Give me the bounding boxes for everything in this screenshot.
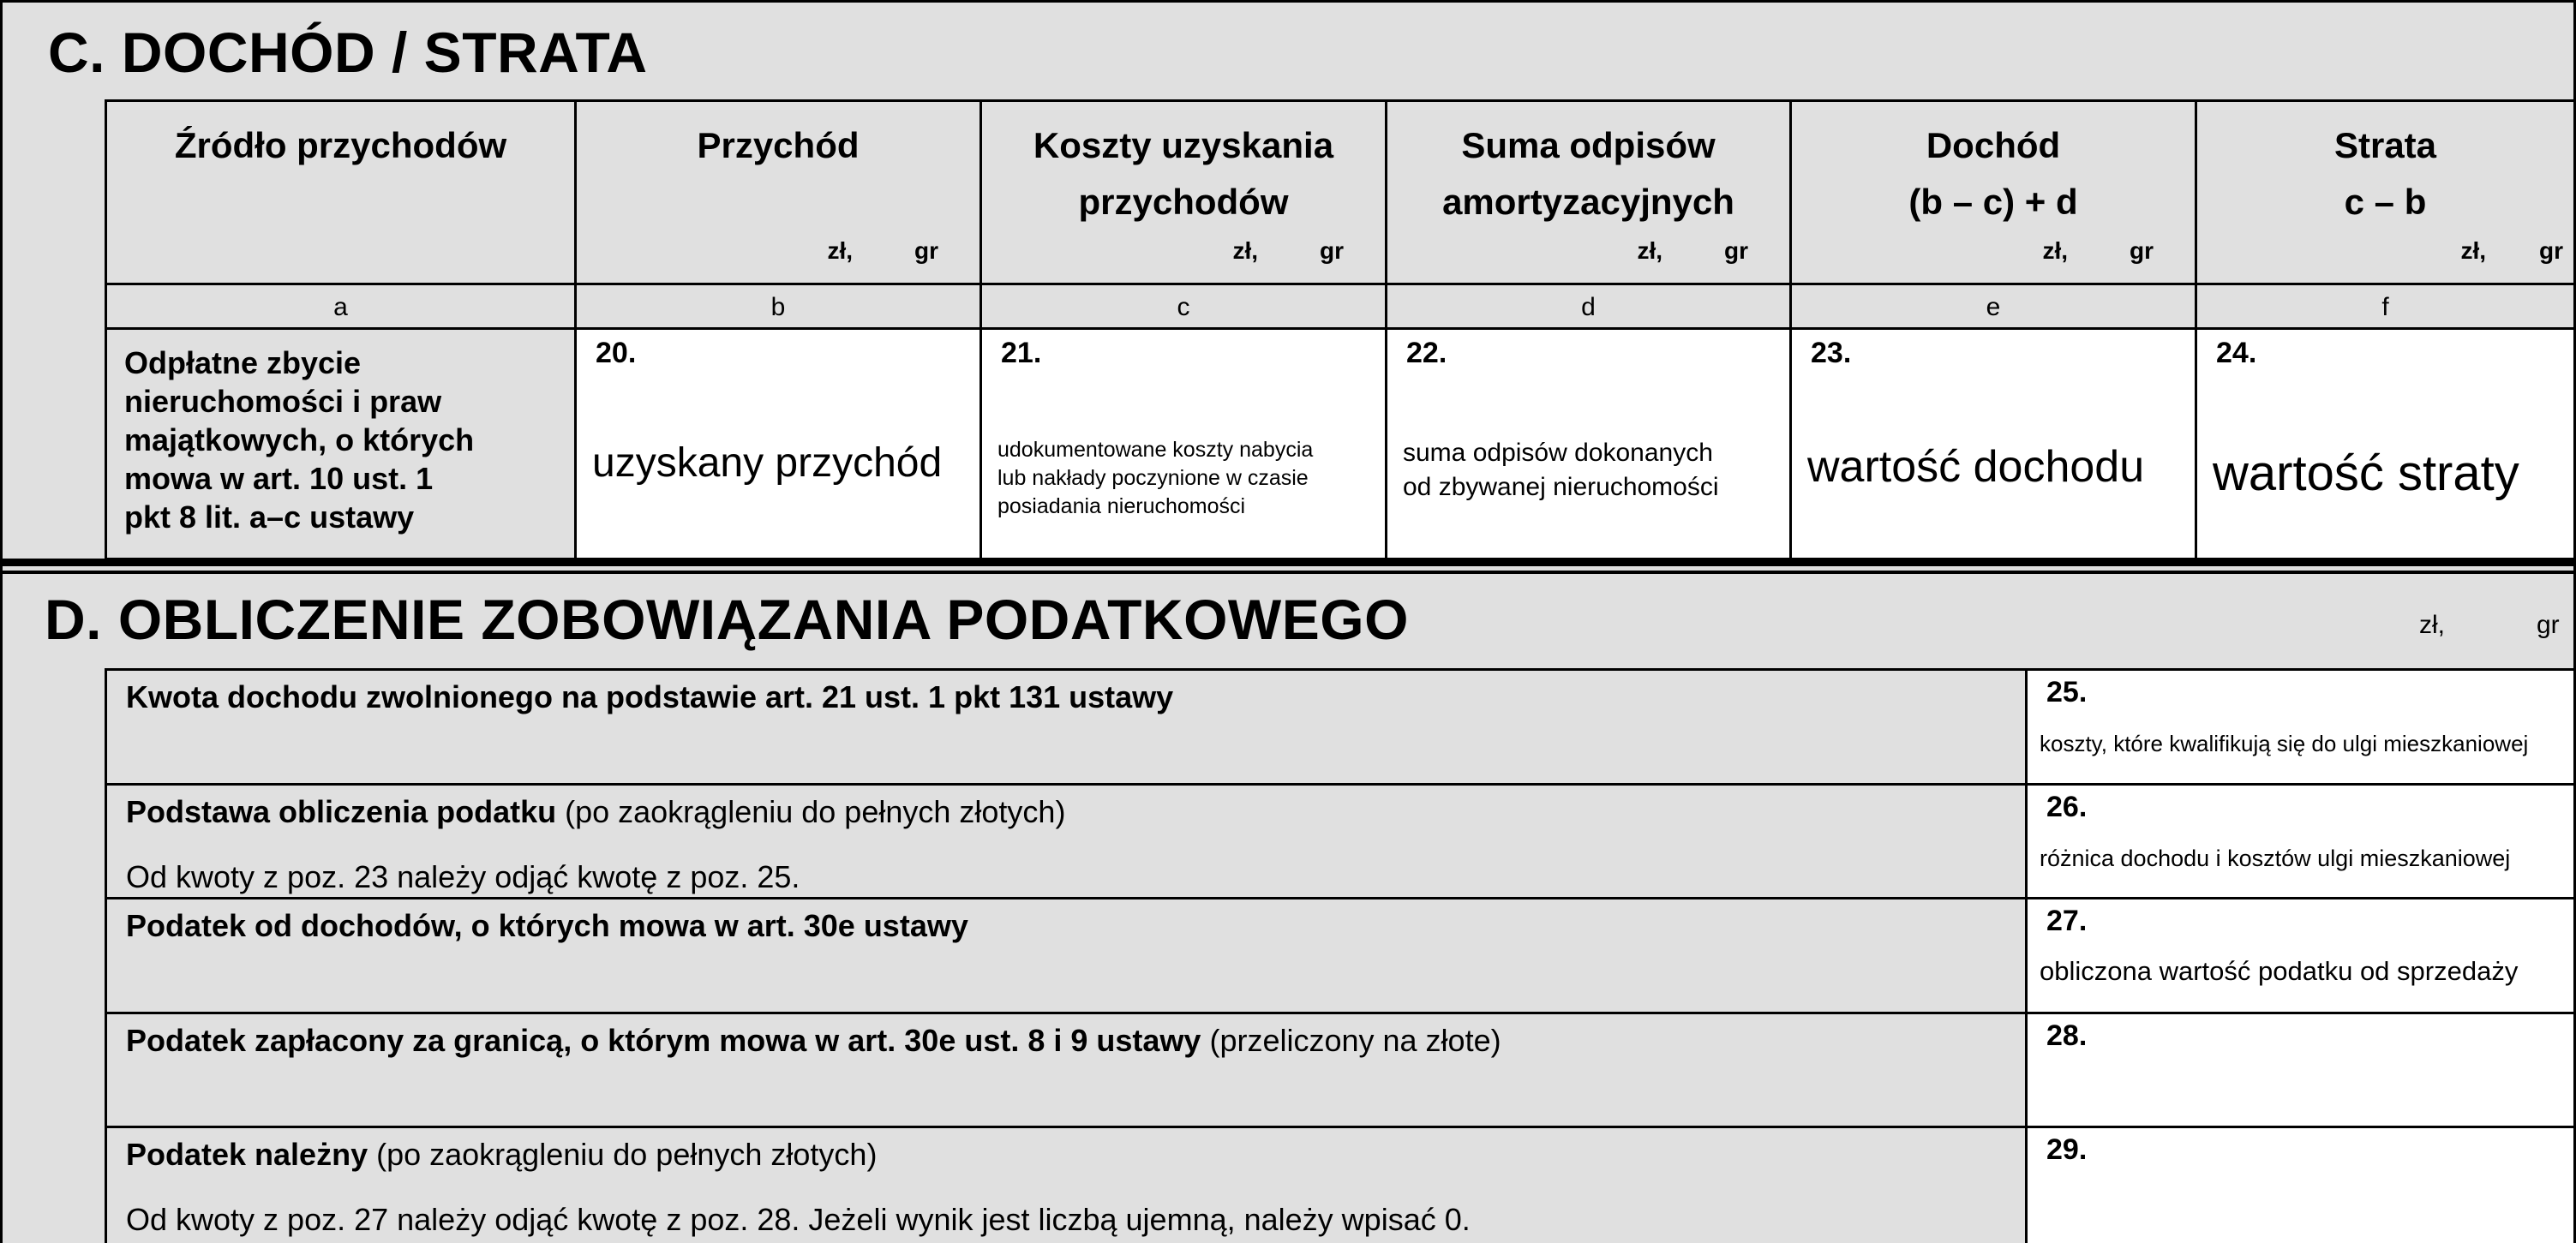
row-label-bold: Podatek zapłacony za granicą, o którym mowa w art. 30e ust. 8 i 9 ustawy — [126, 1023, 1201, 1058]
row-label — [126, 794, 1065, 830]
row-label — [126, 1137, 877, 1173]
section-divider-thin — [0, 571, 2576, 574]
header-costs — [979, 99, 1387, 285]
row-26-label — [105, 783, 2028, 899]
field-25[interactable] — [2025, 668, 2576, 786]
field-number: 27. — [2046, 905, 2088, 937]
gr-label: gr — [2130, 237, 2154, 264]
header-label: Suma odpisów — [1461, 125, 1716, 165]
field-value-line: suma odpisów dokonanych — [1403, 439, 1713, 467]
zl-label: zł, — [1232, 237, 1258, 264]
income-source-label — [105, 327, 577, 560]
field-value-line: lub nakłady poczynione w czasie — [997, 466, 1309, 490]
field-number: 26. — [2046, 791, 2088, 823]
field-value — [1403, 436, 1781, 505]
source-line: nieruchomości i praw — [124, 384, 442, 419]
header-income — [1789, 99, 2197, 285]
row-27-label — [105, 897, 2028, 1014]
column-letter-f: f — [2195, 283, 2576, 330]
gr-label: gr — [1724, 237, 1748, 264]
header-source — [105, 99, 577, 285]
row-label — [126, 679, 1173, 715]
column-letter-d: d — [1385, 283, 1792, 330]
field-20-revenue[interactable] — [574, 327, 982, 560]
header-label: Strata — [2333, 125, 2437, 165]
field-29[interactable] — [2025, 1126, 2576, 1243]
column-letter-a: a — [105, 283, 577, 330]
header-label-2: amortyzacyjnych — [1442, 182, 1734, 222]
header-label-2: c – b — [2344, 182, 2427, 222]
source-line: pkt 8 lit. a–c ustawy — [124, 499, 415, 535]
field-number: 20. — [596, 337, 637, 369]
column-letter-e: e — [1789, 283, 2197, 330]
column-letter-c: c — [979, 283, 1387, 330]
source-line: Odpłatne zbycie — [124, 345, 362, 380]
zl-label: zł, — [827, 237, 853, 264]
field-value — [997, 436, 1376, 521]
row-25-label — [105, 668, 2028, 786]
row-label-bold: Podstawa obliczenia podatku — [126, 794, 557, 829]
field-27[interactable] — [2025, 897, 2576, 1014]
row-label — [126, 1023, 1501, 1059]
zl-label: zł, — [2042, 237, 2068, 264]
gr-label: gr — [1320, 237, 1344, 264]
header-label-2: (b – c) + d — [1908, 182, 2078, 222]
gr-label: gr — [2539, 237, 2563, 264]
header-revenue — [574, 99, 982, 285]
source-line: majątkowych, o których — [124, 422, 475, 457]
field-value: wartość dochodu — [1807, 442, 2145, 492]
field-number: 24. — [2216, 337, 2257, 369]
section-c-title: C. DOCHÓD / STRATA — [48, 21, 648, 84]
row-label — [126, 908, 968, 944]
field-26[interactable] — [2025, 783, 2576, 899]
row-28-label — [105, 1012, 2028, 1128]
row-label-bold: Podatek od dochodów, o których mowa w art. 30e ustawy — [126, 908, 968, 943]
row-sublabel: Od kwoty z poz. 27 należy odjąć kwotę z poz. 28. Jeżeli wynik jest liczbą ujemną, należy wpisać 0. — [126, 1202, 1471, 1237]
field-number: 23. — [1811, 337, 1852, 369]
column-letter-b: b — [574, 283, 982, 330]
field-23-income[interactable] — [1789, 327, 2197, 560]
zl-label: zł, — [2460, 237, 2486, 264]
field-value-line: od zbywanej nieruchomości — [1403, 473, 1719, 501]
row-label-normal: (po zaokrągleniu do pełnych złotych) — [556, 794, 1066, 829]
source-line: mowa w art. 10 ust. 1 — [124, 461, 434, 496]
field-value: uzyskany przychód — [592, 440, 943, 486]
field-number: 21. — [1001, 337, 1042, 369]
field-value: różnica dochodu i kosztów ulgi mieszkaniowej — [2040, 846, 2511, 871]
section-divider — [0, 559, 2576, 566]
field-value-line: posiadania nieruchomości — [997, 494, 1246, 518]
row-label-normal: (przeliczony na złote) — [1201, 1023, 1501, 1058]
row-label-bold: Podatek należny — [126, 1137, 368, 1172]
row-label-bold: Kwota dochodu zwolnionego na podstawie art. 21 ust. 1 pkt 131 ustawy — [126, 679, 1174, 714]
field-number: 25. — [2046, 676, 2088, 708]
zl-label: zł, — [2419, 611, 2445, 639]
field-28[interactable] — [2025, 1012, 2576, 1128]
header-depreciation — [1385, 99, 1792, 285]
section-d-title: D. OBLICZENIE ZOBOWIĄZANIA PODATKOWEGO — [45, 588, 1409, 651]
row-label-normal: (po zaokrągleniu do pełnych złotych) — [368, 1137, 878, 1172]
field-value: obliczona wartość podatku od sprzedaży — [2040, 956, 2519, 986]
row-sublabel: Od kwoty z poz. 23 należy odjąć kwotę z poz. 25. — [126, 859, 800, 894]
header-label: Przychód — [697, 125, 860, 165]
row-29-label — [105, 1126, 2028, 1243]
header-label-2: przychodów — [1078, 182, 1289, 222]
header-loss — [2195, 99, 2576, 285]
field-24-loss[interactable] — [2195, 327, 2576, 560]
header-label: Źródło przychodów — [174, 125, 507, 165]
field-21-costs[interactable] — [979, 327, 1387, 560]
gr-label: gr — [914, 237, 938, 264]
header-label: Dochód — [1926, 125, 2061, 165]
zl-label: zł, — [1637, 237, 1662, 264]
field-22-depreciation[interactable] — [1385, 327, 1792, 560]
field-number: 29. — [2046, 1133, 2088, 1166]
field-value: wartość straty — [2213, 445, 2519, 501]
gr-label: gr — [2537, 611, 2560, 639]
field-value: koszty, które kwalifikują się do ulgi mieszkaniowej — [2040, 731, 2529, 756]
field-number: 28. — [2046, 1019, 2088, 1052]
header-label: Koszty uzyskania — [1033, 125, 1334, 165]
field-value-line: udokumentowane koszty nabycia — [997, 438, 1314, 462]
field-number: 22. — [1406, 337, 1447, 369]
